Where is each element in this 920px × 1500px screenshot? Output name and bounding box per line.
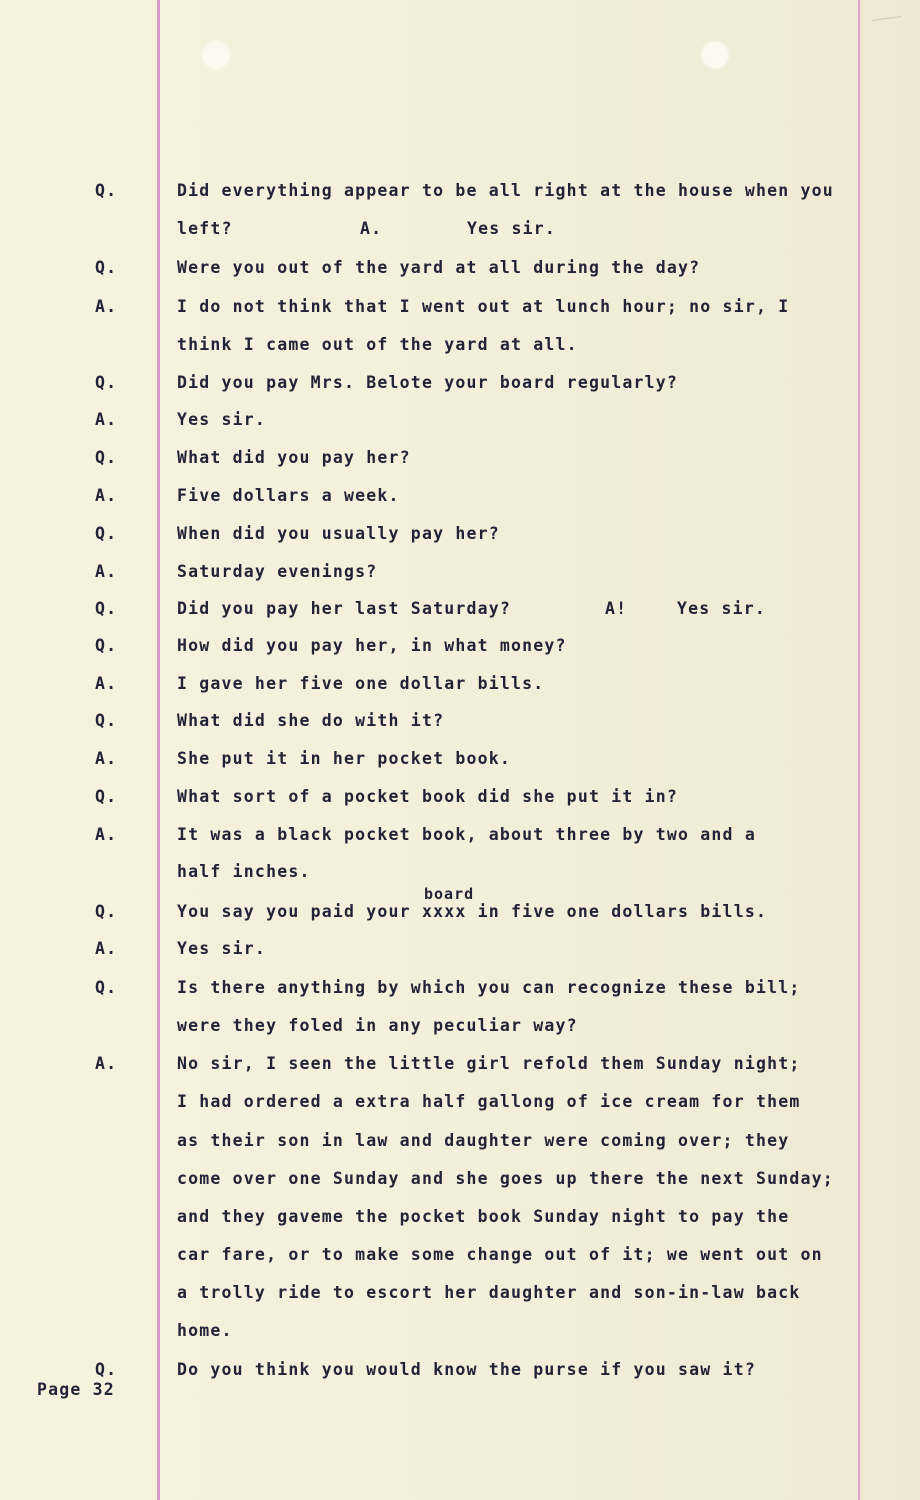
- line-text: Five dollars a week.: [177, 486, 400, 505]
- speaker-label: A.: [95, 486, 118, 505]
- speaker-label: A.: [95, 749, 118, 768]
- line-text: Saturday evenings?: [177, 562, 378, 581]
- line-text: No sir, I seen the little girl refold them Sunday night;: [177, 1054, 801, 1073]
- line-text: I gave her five one dollar bills.: [177, 674, 545, 693]
- speaker-label: A.: [95, 939, 118, 958]
- line-text: What did you pay her?: [177, 448, 411, 467]
- transcript-row: [0, 1092, 920, 1120]
- line-text: home.: [177, 1321, 233, 1340]
- speaker-label: Q.: [95, 636, 118, 655]
- punch-hole-left: [203, 42, 229, 68]
- line-text: Were you out of the yard at all during the day?: [177, 258, 701, 277]
- speaker-label: A.: [95, 825, 118, 844]
- transcript-row: [0, 562, 920, 590]
- speaker-label: A.: [95, 410, 118, 429]
- line-text: Did you pay her last Saturday?: [177, 599, 512, 618]
- inline-answer-text: Yes sir.: [677, 599, 767, 618]
- transcript-row: [0, 1207, 920, 1235]
- transcript-row: [0, 599, 920, 627]
- line-text: and they gaveme the pocket book Sunday night to pay the: [177, 1207, 790, 1226]
- speaker-label: A.: [95, 1054, 118, 1073]
- transcript-row: [0, 1169, 920, 1197]
- speaker-label: Q.: [95, 448, 118, 467]
- line-text: were they foled in any peculiar way?: [177, 1016, 578, 1035]
- transcript-row: [0, 902, 920, 930]
- transcript-row: [0, 373, 920, 401]
- line-text: What sort of a pocket book did she put it in?: [177, 787, 679, 806]
- line-text: Is there anything by which you can recognize these bill;: [177, 978, 801, 997]
- speaker-label: A.: [95, 674, 118, 693]
- pencil-mark: [871, 16, 902, 31]
- transcript-row: [0, 939, 920, 967]
- transcript-row: [0, 335, 920, 363]
- speaker-label: Q.: [95, 902, 118, 921]
- transcript-row: [0, 636, 920, 664]
- speaker-label: Q.: [95, 599, 118, 618]
- line-text: a trolly ride to escort her daughter and son-in-law back: [177, 1283, 801, 1302]
- transcript-row: [0, 410, 920, 438]
- line-text: Yes sir.: [177, 410, 267, 429]
- transcript-row: [0, 258, 920, 286]
- transcript-row: [0, 219, 920, 247]
- transcript-row: [0, 749, 920, 777]
- inline-answer-label: A!: [605, 599, 628, 618]
- transcript-row: [0, 978, 920, 1006]
- line-text: Did you pay Mrs. Belote your board regularly?: [177, 373, 679, 392]
- speaker-label: Q.: [95, 1360, 118, 1379]
- transcript-row: [0, 181, 920, 209]
- speaker-label: Q.: [95, 711, 118, 730]
- transcript-row: [0, 1321, 920, 1349]
- transcript-row: [0, 1360, 920, 1388]
- line-text: What did she do with it?: [177, 711, 445, 730]
- page-number: Page 32: [37, 1380, 115, 1399]
- inline-answer-label: A.: [360, 219, 383, 238]
- line-text: I do not think that I went out at lunch hour; no sir, I: [177, 297, 790, 316]
- line-text: She put it in her pocket book.: [177, 749, 512, 768]
- punch-hole-right: [702, 42, 728, 68]
- speaker-label: Q.: [95, 373, 118, 392]
- transcript-row: [0, 825, 920, 853]
- line-text: come over one Sunday and she goes up there the next Sunday;: [177, 1169, 834, 1188]
- line-text: It was a black pocket book, about three by two and a: [177, 825, 756, 844]
- line-text: I had ordered a extra half gallong of ice cream for them: [177, 1092, 801, 1111]
- speaker-label: Q.: [95, 258, 118, 277]
- speaker-label: Q.: [95, 978, 118, 997]
- speaker-label: A.: [95, 562, 118, 581]
- transcript-row: [0, 674, 920, 702]
- line-text: think I came out of the yard at all.: [177, 335, 578, 354]
- speaker-label: Q.: [95, 181, 118, 200]
- transcript-row: [0, 448, 920, 476]
- transcript-row: [0, 1016, 920, 1044]
- line-text: as their son in law and daughter were coming over; they: [177, 1131, 790, 1150]
- interlineated-word: board: [424, 885, 475, 903]
- inline-answer-text: Yes sir.: [467, 219, 557, 238]
- speaker-label: Q.: [95, 524, 118, 543]
- transcript-row: [0, 711, 920, 739]
- transcript-row: [0, 524, 920, 552]
- transcript-row: [0, 1245, 920, 1273]
- speaker-label: Q.: [95, 787, 118, 806]
- line-text: When did you usually pay her?: [177, 524, 500, 543]
- line-text: Yes sir.: [177, 939, 267, 958]
- line-text: You say you paid your xxxx in five one dollars bills.: [177, 902, 768, 921]
- transcript-row: [0, 1131, 920, 1159]
- transcript-row: [0, 787, 920, 815]
- transcript-row: [0, 1283, 920, 1311]
- line-text: half inches.: [177, 862, 311, 881]
- transcript-row: [0, 486, 920, 514]
- speaker-label: A.: [95, 297, 118, 316]
- line-text: Did everything appear to be all right at the house when you: [177, 181, 834, 200]
- transcript-row: [0, 1054, 920, 1082]
- transcript-row: [0, 297, 920, 325]
- line-text: Do you think you would know the purse if you saw it?: [177, 1360, 756, 1379]
- line-text: left?: [177, 219, 233, 238]
- line-text: How did you pay her, in what money?: [177, 636, 567, 655]
- line-text: car fare, or to make some change out of it; we went out on: [177, 1245, 823, 1264]
